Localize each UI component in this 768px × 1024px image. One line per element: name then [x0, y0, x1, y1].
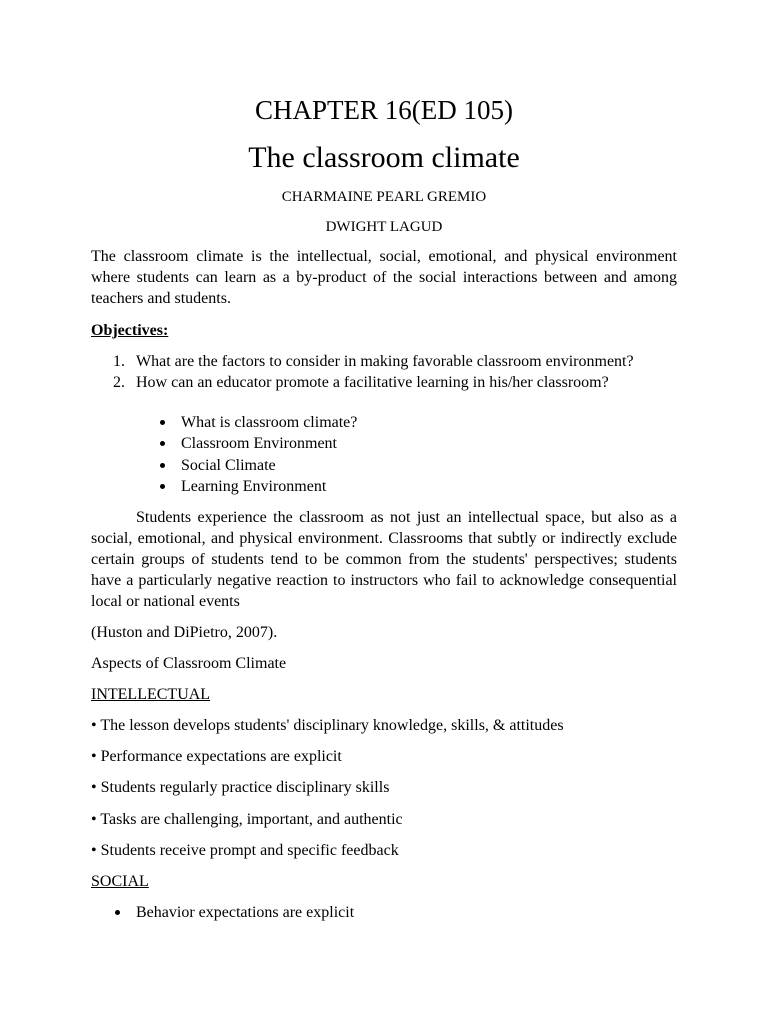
- paragraph-line: certain groups of students tend to be common from the students' perspectives; students: [91, 551, 677, 568]
- paragraph-line: The classroom climate is the intellectual, social, emotional, and physical environment: [91, 248, 677, 265]
- list-item-text: What is classroom climate?: [181, 414, 358, 431]
- list-item: • Students regularly practice disciplinary skills: [91, 779, 390, 796]
- list-item: • Performance expectations are explicit: [91, 748, 342, 765]
- bullet-icon: [160, 484, 165, 489]
- list-item: [181, 455, 276, 476]
- list-item: • Tasks are challenging, important, and authentic: [91, 811, 403, 828]
- list-item: • The lesson develops students' disciplinary knowledge, skills, & attitudes: [91, 717, 564, 734]
- list-item-text: Classroom Environment: [181, 435, 337, 452]
- list-item-text: Social Climate: [181, 457, 276, 474]
- bullet-icon: [115, 910, 120, 915]
- list-item: [181, 433, 337, 454]
- intellectual-heading: INTELLECTUAL: [91, 686, 211, 703]
- document-title: The classroom climate: [248, 141, 520, 174]
- paragraph-line: Students experience the classroom as not just an intellectual space, but also as a: [136, 509, 677, 526]
- bullet-icon: [160, 441, 165, 446]
- bullet-icon: [160, 420, 165, 425]
- list-number: 1.: [113, 353, 125, 370]
- list-item: • Students receive prompt and specific feedback: [91, 842, 399, 859]
- paragraph-line: social, emotional, and physical environment. Classrooms that subtly or indirectly exclude: [91, 530, 677, 547]
- paragraph-line: where students can learn as a by-product of the social interactions between and among: [91, 269, 677, 286]
- list-item-text: What are the factors to consider in making favorable classroom environment?: [136, 353, 634, 370]
- author-name: CHARMAINE PEARL GREMIO: [281, 189, 487, 205]
- list-item-text: Behavior expectations are explicit: [136, 904, 355, 921]
- list-item: [181, 412, 357, 433]
- paragraph-line: local or national events: [91, 593, 240, 610]
- citation: (Huston and DiPietro, 2007).: [91, 624, 278, 641]
- aspects-heading: Aspects of Classroom Climate: [91, 655, 287, 672]
- list-item-text: How can an educator promote a facilitative learning in his/her classroom?: [136, 374, 609, 391]
- paragraph-line: have a particularly negative reaction to instructors who fail to acknowledge consequential: [91, 572, 677, 589]
- list-item: [181, 476, 326, 497]
- list-item: [136, 902, 354, 923]
- bullet-icon: [160, 463, 165, 468]
- objectives-heading: Objectives:: [91, 322, 169, 339]
- social-heading: SOCIAL: [91, 873, 149, 890]
- list-number: 2.: [113, 374, 125, 391]
- paragraph-line: teachers and students.: [91, 290, 231, 307]
- chapter-heading: CHAPTER 16(ED 105): [255, 95, 513, 125]
- author-name: DWIGHT LAGUD: [325, 219, 443, 235]
- list-item-text: Learning Environment: [181, 478, 327, 495]
